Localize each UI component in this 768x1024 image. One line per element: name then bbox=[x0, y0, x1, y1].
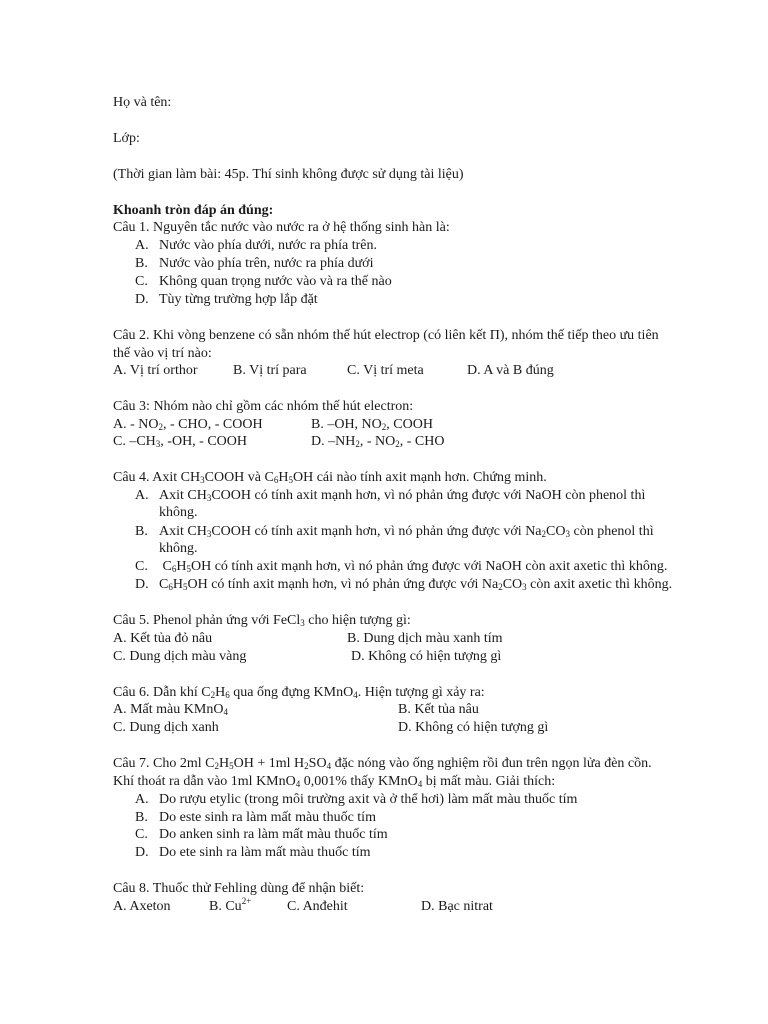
question-8-option-d: D. Bạc nitrat bbox=[421, 899, 493, 914]
question-2-stem-line-1: Câu 2. Khi vòng benzene có sẵn nhóm thế hút electrop (có liên kết Π), nhóm thế tiếp theo ưu tiên bbox=[113, 328, 659, 343]
question-1-option-d: D. Tùy từng trường hợp lắp đặt bbox=[135, 292, 318, 307]
question-3-option-b: B. –OH, $NO_2$, COOH bbox=[311, 417, 433, 432]
question-3-option-a: A. - $NO_2$, - CHO, - COOH bbox=[113, 417, 263, 432]
question-7-option-d: D. Do ete sinh ra làm mất màu thuốc tím bbox=[135, 845, 371, 860]
question-4-option-c: C. $C_6H_5OH$ có tính axit mạnh hơn, vì nó phản ứng được với NaOH còn axit axetic thì không. bbox=[135, 559, 668, 574]
question-4-option-a-continued: không. bbox=[159, 505, 198, 520]
question-5-option-d: D. Không có hiện tượng gì bbox=[351, 649, 502, 664]
question-2-option-a: A. Vị trí orthor bbox=[113, 363, 198, 378]
question-8-option-a: A. Axeton bbox=[113, 899, 171, 914]
question-1-option-a: A. Nước vào phía dưới, nước ra phía trên. bbox=[135, 238, 377, 253]
question-4-option-b-continued: không. bbox=[159, 541, 198, 556]
question-7-option-a: A. Do rượu etylic (trong môi trường axit và ở thể hơi) làm mất màu thuốc tím bbox=[135, 792, 578, 807]
question-3-option-d: D. $-NH_2$, - $NO_2$, - CHO bbox=[311, 434, 445, 449]
question-5-stem: Câu 5. Phenol phản ứng với FeCl$_3$ cho hiện tượng gì: bbox=[113, 613, 411, 628]
question-8-stem: Câu 8. Thuốc thử Fehling dùng để nhận biết: bbox=[113, 881, 365, 896]
question-5-option-b: B. Dung dịch màu xanh tím bbox=[347, 631, 503, 646]
question-7-stem-line-2: Khí thoát ra dẫn vào 1ml KMnO$_4$ 0,001% thấy KMnO$_4$ bị mất màu. Giải thích: bbox=[113, 774, 556, 789]
question-3-stem: Câu 3: Nhóm nào chỉ gồm các nhóm thế hút electron: bbox=[113, 399, 414, 414]
question-6-option-b: B. Kết tủa nâu bbox=[398, 702, 479, 717]
class-label: Lớp: bbox=[113, 131, 140, 146]
question-2-option-d: D. A và B đúng bbox=[467, 363, 554, 378]
section-title: Khoanh tròn đáp án đúng: bbox=[113, 203, 274, 218]
question-5-option-a: A. Kết tủa đỏ nâu bbox=[113, 631, 213, 646]
name-label: Họ và tên: bbox=[113, 95, 172, 110]
question-6-option-c: C. Dung dịch xanh bbox=[113, 720, 219, 735]
question-2-stem-line-2: thế vào vị trí nào: bbox=[113, 346, 212, 361]
question-6-stem: Câu 6. Dẫn khí $C_2H_6$ qua ống đựng KMnO$_4$. Hiện tượng gì xảy ra: bbox=[113, 685, 485, 700]
question-8-option-b: B. $Cu^{2+}$ bbox=[209, 896, 252, 914]
question-1-option-c: C. Không quan trọng nước vào và ra thế nào bbox=[135, 274, 392, 289]
question-5-option-c: C. Dung dịch màu vàng bbox=[113, 649, 247, 664]
question-2-option-b: B. Vị trí para bbox=[233, 363, 307, 378]
question-8-option-c: C. Anđehit bbox=[287, 899, 348, 914]
question-1-stem: Câu 1. Nguyên tắc nước vào nước ra ở hệ thống sinh hàn là: bbox=[113, 220, 450, 235]
question-6-option-a: A. Mất màu KMnO$_4$ bbox=[113, 702, 228, 717]
question-4-option-b: B. Axit $CH_3COOH$ có tính axit mạnh hơn, vì nó phản ứng được với $Na_2CO_3$ còn phenol thì bbox=[135, 524, 654, 539]
question-4-option-a: A. Axit $CH_3COOH$ có tính axit mạnh hơn, vì nó phản ứng được với NaOH còn phenol thì bbox=[135, 488, 646, 503]
question-4-option-d: D. $C_6H_5OH$ có tính axit mạnh hơn, vì nó phản ứng được với $Na_2CO_3$ còn axit axetic thì không. bbox=[135, 577, 673, 592]
question-3-option-c: C. $-CH_3$, -OH, - COOH bbox=[113, 434, 248, 449]
question-1-option-b: B. Nước vào phía trên, nước ra phía dưới bbox=[135, 256, 374, 271]
instructions: (Thời gian làm bài: 45p. Thí sinh không được sử dụng tài liệu) bbox=[113, 167, 464, 182]
question-4-stem: Câu 4. Axit $CH_3COOH$ và $C_6H_5OH$ cái nào tính axit mạnh hơn. Chứng minh. bbox=[113, 470, 547, 485]
question-6-option-d: D. Không có hiện tượng gì bbox=[398, 720, 549, 735]
question-7-stem-line-1: Câu 7. Cho 2ml $C_2H_5OH + 1ml$ $H_2SO_4$ đặc nóng vào ống nghiệm rồi đun trên ngọn lửa đèn cồn. bbox=[113, 756, 652, 771]
question-7-option-b: B. Do este sinh ra làm mất màu thuốc tím bbox=[135, 810, 376, 825]
question-7-option-c: C. Do anken sinh ra làm mất màu thuốc tím bbox=[135, 827, 388, 842]
question-2-option-c: C. Vị trí meta bbox=[347, 363, 424, 378]
